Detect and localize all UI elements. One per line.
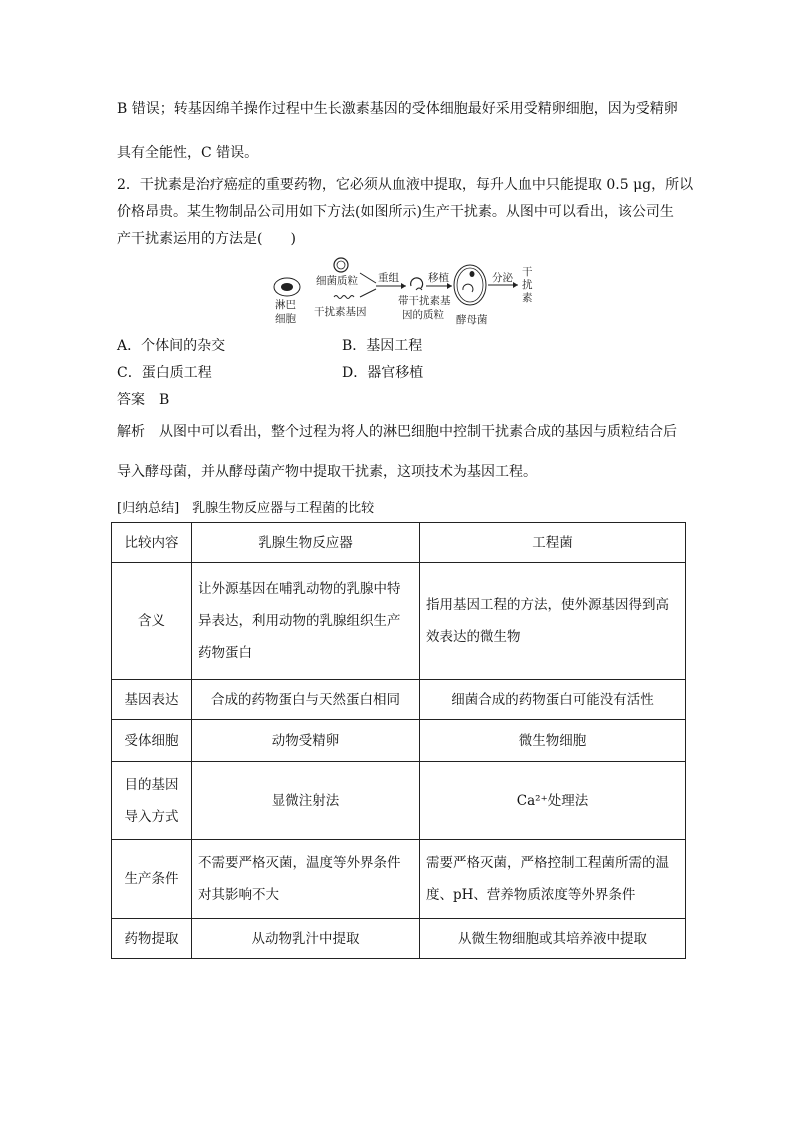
table-row — [112, 840, 686, 919]
bacteria-plasmid-label: 细菌质粒 — [316, 275, 358, 287]
analysis-line: 导入酵母菌，并从酵母菌产物中提取干扰素，这项技术为基因工程。 — [117, 464, 537, 480]
lymph-nucleus-shape — [281, 283, 293, 291]
recombinant-plasmid-shape — [411, 278, 423, 288]
row-label-cell: 目的基因 导入方式 — [112, 762, 192, 840]
recombine-label: 重组 — [378, 272, 399, 284]
row-label-cell: 药物提取 — [112, 919, 192, 959]
gene-shape — [334, 296, 354, 299]
secrete-label: 分泌 — [492, 272, 513, 284]
interferon-label: 干 — [522, 266, 533, 278]
process-diagram — [270, 255, 540, 330]
paragraph-line: 具有全能性，C 错误。 — [117, 145, 259, 161]
table-header-cell: 比较内容 — [112, 523, 192, 563]
table-cell: 合成的药物蛋白与天然蛋白相同 — [192, 680, 420, 720]
answer-value: B — [159, 392, 170, 408]
row-label-cell: 基因表达 — [112, 680, 192, 720]
plasmid-with-gene-label2: 因的质粒 — [402, 309, 444, 321]
analysis-text: 从图中可以看出，整个过程为将人的淋巴细胞中控制干扰素合成的基因与质粒结合后 — [159, 424, 677, 440]
paragraph-line: B 错误；转基因绵羊操作过程中生长激素基因的受体细胞最好采用受精卵细胞，因为受精卵 — [117, 101, 678, 117]
row-label-cell: 生产条件 — [112, 840, 192, 919]
table-cell: 微生物细胞 — [420, 720, 686, 762]
option-d: D．器官移植 — [342, 365, 424, 381]
table-cell: 让外源基因在哺乳动物的乳腺中特 异表达，利用动物的乳腺组织生产 药物蛋白 — [192, 563, 420, 680]
table-row — [112, 680, 686, 720]
table-cell: 从微生物细胞或其培养液中提取 — [420, 919, 686, 959]
interferon-label: 扰 — [522, 279, 533, 291]
table-cell: 指用基因工程的方法，使外源基因得到高 效表达的微生物 — [420, 563, 686, 680]
interferon-production-figure — [270, 255, 540, 330]
lymph-cell-label: 淋巴 — [275, 299, 296, 311]
table-cell: 不需要严格灭菌，温度等外界条件 对其影响不大 — [192, 840, 420, 919]
summary-title: [归纳总结] 乳腺生物反应器与工程菌的比较 — [117, 501, 375, 516]
plasmid-with-gene-label: 带干扰素基 — [398, 295, 451, 307]
table-cell: 显微注射法 — [192, 762, 420, 840]
answer-label: 答案 — [117, 392, 145, 408]
table-cell: 动物受精卵 — [192, 720, 420, 762]
transplant-label: 移植 — [428, 272, 449, 284]
table-row — [112, 919, 686, 959]
table-cell: 从动物乳汁中提取 — [192, 919, 420, 959]
option-b: B．基因工程 — [342, 338, 423, 354]
table-row — [112, 762, 686, 840]
table-cell: 需要严格灭菌，严格控制工程菌所需的温 度、pH、营养物质浓度等外界条件 — [420, 840, 686, 919]
question-text: 产干扰素运用的方法是( ) — [117, 231, 296, 247]
option-c: C．蛋白质工程 — [117, 365, 212, 381]
table-header-cell: 工程菌 — [420, 523, 686, 563]
interferon-gene-label: 干扰素基因 — [314, 306, 367, 318]
analysis-line — [117, 422, 677, 442]
plasmid-shape — [334, 258, 348, 272]
lymph-cell-label2: 细胞 — [275, 313, 296, 325]
table-header-row — [112, 523, 686, 563]
analysis-label: 解析 — [117, 424, 145, 440]
comparison-table — [111, 522, 686, 959]
table-cell: Ca²⁺处理法 — [420, 762, 686, 840]
question-text: 2．干扰素是治疗癌症的重要药物，它必须从血液中提取，每升人血中只能提取 0.5 μg，所以 — [117, 177, 694, 193]
option-a: A．个体间的杂交 — [117, 338, 226, 354]
table-row — [112, 720, 686, 762]
yeast-label: 酵母菌 — [456, 314, 488, 326]
interferon-label: 素 — [522, 292, 533, 304]
row-label-cell: 含义 — [112, 563, 192, 680]
answer — [117, 389, 169, 409]
question-text: 价格昂贵。某生物制品公司用如下方法(如图所示)生产干扰素。从图中可以看出，该公司生 — [117, 204, 674, 220]
table-header-cell: 乳腺生物反应器 — [192, 523, 420, 563]
table-cell: 细菌合成的药物蛋白可能没有活性 — [420, 680, 686, 720]
table-row — [112, 563, 686, 680]
row-label-cell: 受体细胞 — [112, 720, 192, 762]
